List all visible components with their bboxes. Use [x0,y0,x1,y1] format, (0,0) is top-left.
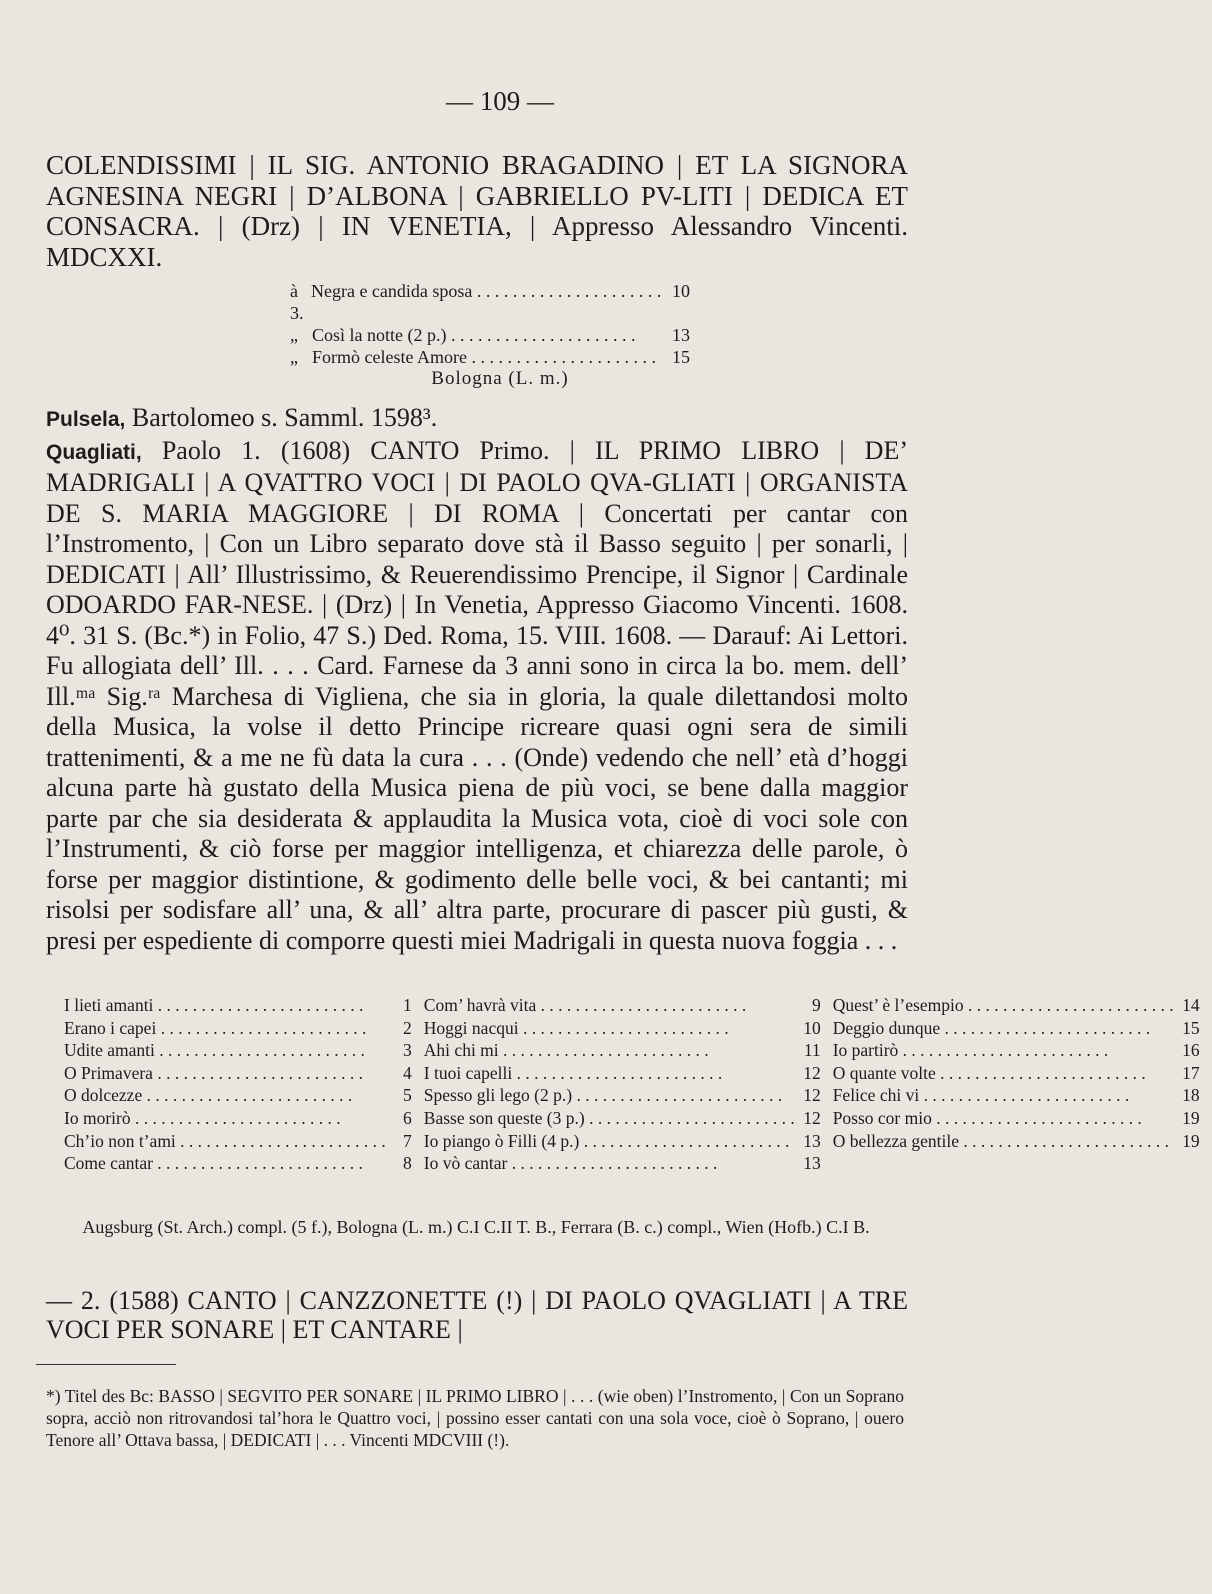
madrigal-contents [64,994,1200,1175]
contents-column [424,994,833,1175]
entry-text: Bartolomeo s. Samml. 1598³. [131,403,438,432]
item-title: Io morirò . . . [64,1107,386,1130]
item-page: 4 [403,1062,412,1083]
item-title: Udite amanti . . . [64,1039,386,1062]
list-item [424,1152,821,1175]
list-item [833,1084,1200,1107]
item-title: Hoggi nacqui . . . [424,1017,795,1040]
item-title: Felice chi vi . . . [833,1084,1174,1107]
list-item [424,1062,821,1085]
item-page: 8 [403,1153,412,1174]
list-item [64,1107,412,1130]
toc-voice: „ [290,325,298,345]
list-item [64,1130,412,1153]
item-title: Deggio dunque . . . [833,1017,1174,1040]
item-page: 6 [403,1107,412,1128]
list-item [64,1152,412,1175]
toc-row [290,346,690,368]
item-title: O bellezza gentile . . . [833,1130,1174,1153]
section-2-heading: — 2. (1588) CANTO | CANZZONETTE (!) | DI PAOLO QVAGLIATI | A TRE VOCI PER SONARE | ET CANTARE | [46,1286,908,1344]
pulsela-entry [46,403,908,436]
entry-text: Paolo 1. (1608) CANTO Primo. | IL PRIMO LIBRO | DE’ MADRIGALI | A QVATTRO VOCI | DI PAOLO QVA-GLIATI | ORGANISTA DE S. MARIA MAGGIORE | DI ROMA | Concertati per cantar con l’Instromento, | Con un Libro separato dove stà il Basso seguito | per sonarli, | DEDICATI | All’ Illustrissimo, & Reuerendissimo Prencipe, il Signor | Cardinale ODOARDO FAR-NESE. | (Drz) | In Venetia, Appresso Giacomo Vincenti. 1608. 4⁰. 31 S. (Bc.*) in Folio, 47 S.) Ded. Roma, 15. VIII. 1608. — Darauf: Ai Lettori. Fu allogiata dell’ Ill. . . . Card. Farnese da 3 anni sono in circa la bo. mem. dell’ Ill.ᵐᵃ Sig.ʳᵃ Marchesa di Vigliena, che sia in gloria, la quale dilettandosi molto della Musica, la volse il detto Principe ricreare quasi ogni sera de simili trattenimenti, & a me ne fù data la cura . . . (Onde) vedendo che nell’ età d’hoggi alcuna parte hà gustato della Musica piena de più voci, se bene dalla maggior parte par che sia desiderata & applaudita la Musica vota, cioè di voci sole con l’Instrumenti, & ciò forse per maggior intelligenza, et chiarezza delle parole, ò forse per maggior distintione, & godimento delle belle voci, & bei cantanti; mi risolsi per sodisfare all’ una, & all’ altra parte, procurare di pascer più gusti, & presi per espediente di comporre questi miei Madrigali in questa nuova foggia . . . [46,435,908,955]
item-title: Com’ havrà vita . . . [424,994,795,1017]
item-page: 5 [403,1085,412,1106]
item-page: 9 [811,995,821,1015]
item-page: 17 [1182,1062,1200,1083]
list-item [424,1130,821,1153]
list-item [833,1130,1200,1153]
item-page: 7 [403,1130,412,1151]
item-title: Io partirò . . . [833,1039,1174,1062]
toc-row [290,324,690,346]
list-item [424,1084,821,1107]
item-page: 2 [403,1017,412,1038]
item-page: 11 [803,1040,821,1061]
item-title: O Primavera . . . [64,1062,386,1085]
quagliati-entry [46,436,908,957]
toc-row [290,280,690,324]
item-page: 18 [1182,1085,1200,1106]
item-title: O dolcezze . . . [64,1084,386,1107]
item-page: 14 [1182,995,1200,1015]
list-item [64,1017,412,1040]
item-title: Ahi chi mi . . . [424,1039,795,1062]
title-heading: COLENDISSIMI | IL SIG. ANTONIO BRAGADINO | ET LA SIGNORA AGNESINA NEGRI | D’ALBONA | GABRIELLO PV-LITI | DEDICA ET CONSACRA. | (Drz) | IN VENETIA, | Appresso Alessandro Vincenti. MDCXXI. [46,150,908,272]
list-item [424,1039,821,1062]
item-page: 15 [1182,1017,1200,1038]
item-page: 12 [803,1062,821,1083]
toc-title: Negra e candida sposa . . . [311,280,661,324]
page-number: — 109 — [446,86,554,116]
list-item [833,994,1200,1017]
item-title: Quest’ è l’esempio . . . [833,994,1174,1017]
item-page: 3 [403,1040,412,1061]
list-item [833,1062,1200,1085]
item-title: Spesso gli lego (2 p.) . . . [424,1084,795,1107]
list-item [64,1062,412,1085]
library-holdings: Augsburg (St. Arch.) compl. (5 f.), Bologna (L. m.) C.I C.II T. B., Ferrara (B. c.) compl., Wien (Hofb.) C.I B. [82,1217,870,1237]
item-title: Io vò cantar . . . [424,1152,795,1175]
contents-column [64,994,424,1175]
three-voice-contents [290,280,690,368]
list-item [64,994,412,1017]
composer-name: Pulsela, [46,408,126,431]
list-item [833,1017,1200,1040]
item-title: I lieti amanti . . . [64,994,386,1017]
item-page: 12 [803,1085,821,1106]
toc-title: Formò celeste Amore . . . [312,346,660,368]
item-page: 1 [403,995,412,1015]
footnote: *) Titel des Bc: BASSO | SEGVITO PER SONARE | IL PRIMO LIBRO | . . . (wie oben) l’Instromento, | Con un Soprano sopra, acciò non ritrovandosi tal’hora le Quattro voci, | possino esser cantati con una sola voce, cioè ò Soprano, | ouero Tenore all’ Ottava bassa, | DEDICATI | . . . Vincenti MDCVIII (!). [46,1386,904,1450]
list-item [424,1017,821,1040]
contents-column [833,994,1212,1175]
item-title: Io piango ò Filli (4 p.) . . . [424,1130,795,1153]
toc-page: 10 [672,281,690,301]
toc-page: 13 [672,325,690,345]
item-title: O quante volte . . . [833,1062,1174,1085]
library-location: Bologna (L. m.) [431,368,569,389]
item-page: 19 [1182,1107,1200,1128]
item-page: 16 [1182,1040,1200,1061]
item-title: Ch’io non t’ami . . . [64,1130,386,1153]
item-title: I tuoi capelli . . . [424,1062,795,1085]
item-page: 13 [803,1153,821,1174]
item-page: 10 [803,1017,821,1038]
composer-name: Quagliati, [46,440,142,464]
list-item [64,1039,412,1062]
footnote-divider [36,1364,176,1365]
toc-voice: à 3. [290,281,304,323]
item-title: Basse son queste (3 p.) . . . [424,1107,795,1130]
toc-title: Così la notte (2 p.) . . . [312,324,660,346]
list-item [833,1107,1200,1130]
item-page: 13 [803,1130,821,1151]
item-page: 19 [1182,1130,1200,1151]
item-title: Erano i capei . . . [64,1017,386,1040]
toc-page: 15 [672,347,690,367]
list-item [64,1084,412,1107]
item-page: 12 [803,1107,821,1128]
entries-text [46,403,908,956]
list-item [833,1039,1200,1062]
list-item [424,994,821,1017]
list-item [424,1107,821,1130]
toc-voice: „ [290,347,298,367]
item-title: Come cantar . . . [64,1152,386,1175]
item-title: Posso cor mio . . . [833,1107,1174,1130]
